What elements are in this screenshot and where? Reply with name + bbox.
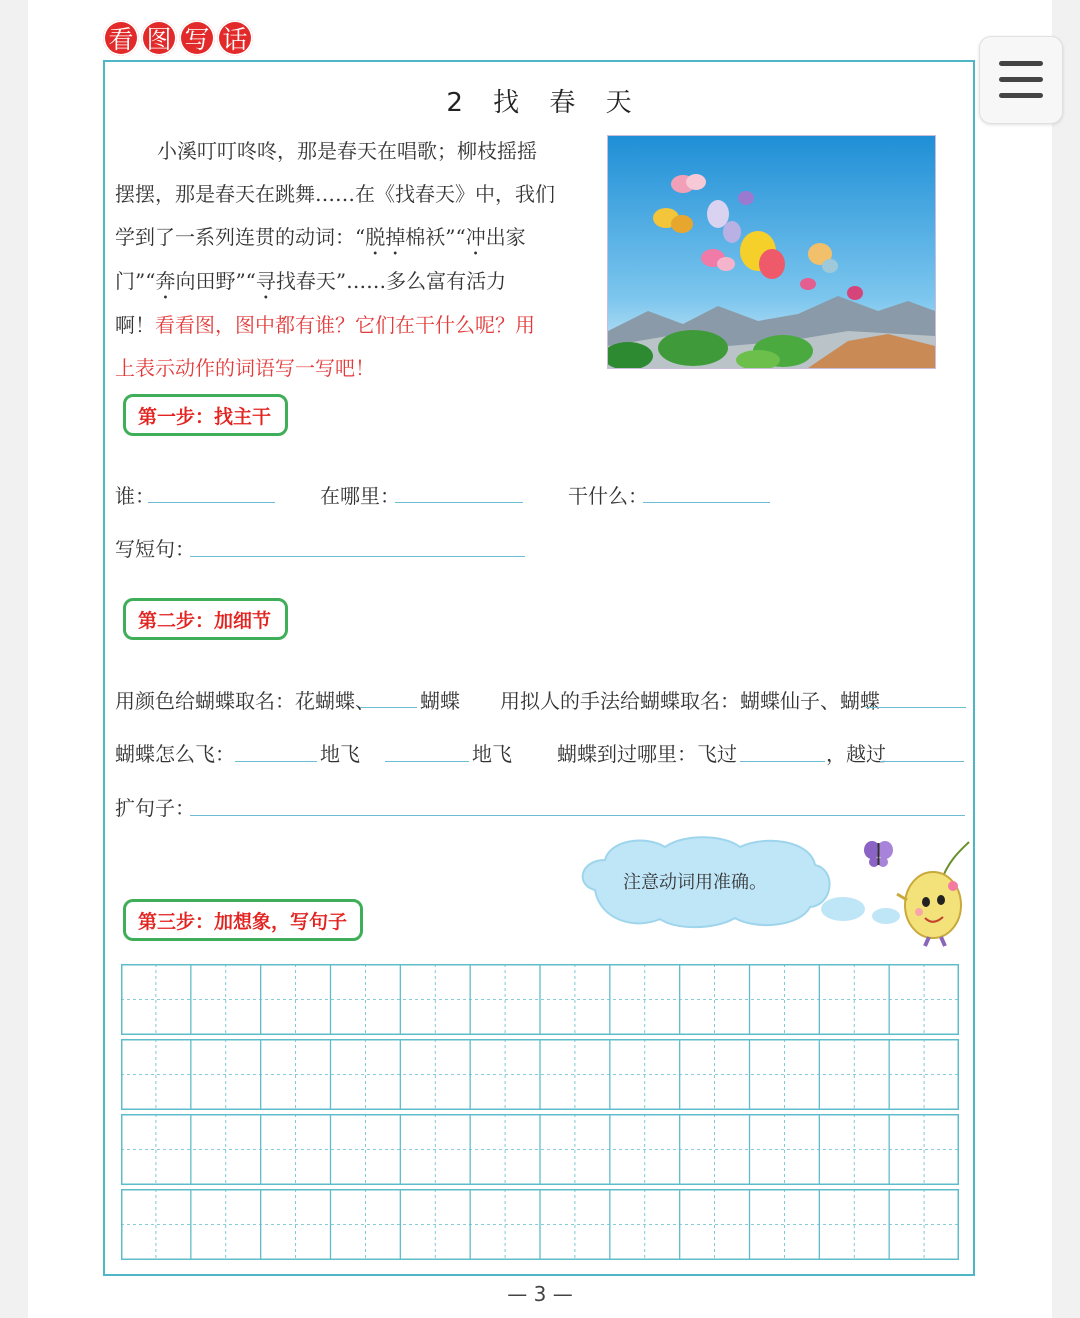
fly2-label: 地飞 bbox=[472, 742, 512, 766]
step3-title: 第三步：加想象，写句子 bbox=[138, 910, 348, 933]
para-line-4a: 门”“ bbox=[115, 269, 156, 293]
butterfly-label: 蝴蝶 bbox=[420, 689, 460, 713]
how-fly-blank-1[interactable] bbox=[235, 761, 317, 762]
para-line-4b: 向田野”“ bbox=[175, 269, 256, 293]
step2-title: 第二步：加细节 bbox=[138, 609, 272, 632]
personify-name-label: 用拟人的手法给蝴蝶取名：蝴蝶仙子、蝴蝶 bbox=[500, 689, 880, 713]
writing-grid-row-1[interactable] bbox=[121, 964, 959, 1035]
verb-chong: 冲 bbox=[465, 225, 486, 249]
expand-label: 扩句子： bbox=[115, 796, 195, 820]
color-name-blank[interactable] bbox=[360, 707, 417, 708]
how-fly-label: 蝴蝶怎么飞： bbox=[115, 742, 235, 766]
bean-mascot bbox=[893, 840, 973, 950]
para-line-2: 摆摆，那是春天在跳舞……在《找春天》中，我们 bbox=[115, 182, 555, 206]
short-sentence-label: 写短句： bbox=[115, 537, 195, 561]
para-line-1: 小溪叮叮咚咚，那是春天在唱歌；柳枝摇摇 bbox=[157, 139, 537, 163]
step1-title: 第一步：找主干 bbox=[138, 405, 272, 428]
who-label: 谁： bbox=[115, 484, 155, 508]
para-line-3c: 出家 bbox=[485, 225, 526, 249]
para-line-5a: 啊！ bbox=[115, 313, 155, 337]
where-label: 在哪里： bbox=[320, 484, 400, 508]
verb-tuo-diao: 脱掉 bbox=[365, 225, 406, 249]
badge-hua: 话 bbox=[217, 20, 253, 56]
page-number: — 3 — bbox=[507, 1282, 573, 1306]
who-blank[interactable] bbox=[148, 502, 275, 503]
how-fly-blank-2[interactable] bbox=[385, 761, 469, 762]
step2-box bbox=[123, 598, 288, 640]
doing-blank[interactable] bbox=[643, 502, 770, 503]
where-blank[interactable] bbox=[395, 502, 523, 503]
butterfly-4 bbox=[738, 191, 754, 205]
section-badges bbox=[103, 20, 253, 56]
personify-name-blank[interactable] bbox=[866, 707, 966, 708]
color-name-label: 用颜色给蝴蝶取名：花蝴蝶、 bbox=[115, 689, 375, 713]
step1-box bbox=[123, 394, 288, 436]
lesson-title: 2 找 春 天 bbox=[446, 88, 634, 118]
hint-question: 看看图，图中都有谁？它们在干什么呢？用 bbox=[155, 313, 535, 337]
fly-over-blank[interactable] bbox=[740, 761, 825, 762]
butterflies-illustration bbox=[607, 135, 936, 369]
para-line-3b: 棉袄”“ bbox=[405, 225, 466, 249]
writing-grid-row-2[interactable] bbox=[121, 1039, 959, 1110]
hamburger-menu-icon-mid bbox=[999, 77, 1043, 82]
short-sentence-blank[interactable] bbox=[190, 556, 525, 557]
verb-xun: 寻 bbox=[255, 269, 276, 293]
butterfly-8 bbox=[800, 278, 816, 290]
writing-grid-row-4[interactable] bbox=[121, 1189, 959, 1260]
verb-ben: 奔 bbox=[155, 269, 176, 293]
hamburger-menu-icon-bottom bbox=[999, 93, 1043, 98]
cross-over-blank[interactable] bbox=[880, 761, 964, 762]
para-line-3a: 学到了一系列连贯的动词：“ bbox=[115, 225, 366, 249]
step3-box bbox=[123, 899, 363, 941]
badge-xie: 写 bbox=[179, 20, 215, 56]
fly1-label: 地飞 bbox=[320, 742, 360, 766]
lesson-paragraph bbox=[115, 130, 570, 390]
cloud-text: 注意动词用准确。 bbox=[623, 872, 767, 893]
hint-instruction: 上表示动作的词语写一写吧！ bbox=[115, 356, 375, 380]
expand-blank[interactable] bbox=[190, 815, 965, 816]
hamburger-menu-icon bbox=[999, 61, 1043, 66]
butterfly-9 bbox=[847, 286, 863, 300]
badge-tu: 图 bbox=[141, 20, 177, 56]
butterfly-small-icon bbox=[862, 838, 896, 868]
over-label: ，越过 bbox=[826, 742, 886, 766]
hint-cloud bbox=[575, 835, 835, 930]
menu-button[interactable] bbox=[979, 36, 1063, 124]
para-line-4c: 找春天”……多么富有活力 bbox=[275, 269, 507, 293]
badge-kan: 看 bbox=[103, 20, 139, 56]
doing-label: 干什么： bbox=[568, 484, 648, 508]
where-fly-label: 蝴蝶到过哪里：飞过 bbox=[557, 742, 737, 766]
small-cloud-1 bbox=[820, 895, 866, 923]
writing-grid-row-3[interactable] bbox=[121, 1114, 959, 1185]
